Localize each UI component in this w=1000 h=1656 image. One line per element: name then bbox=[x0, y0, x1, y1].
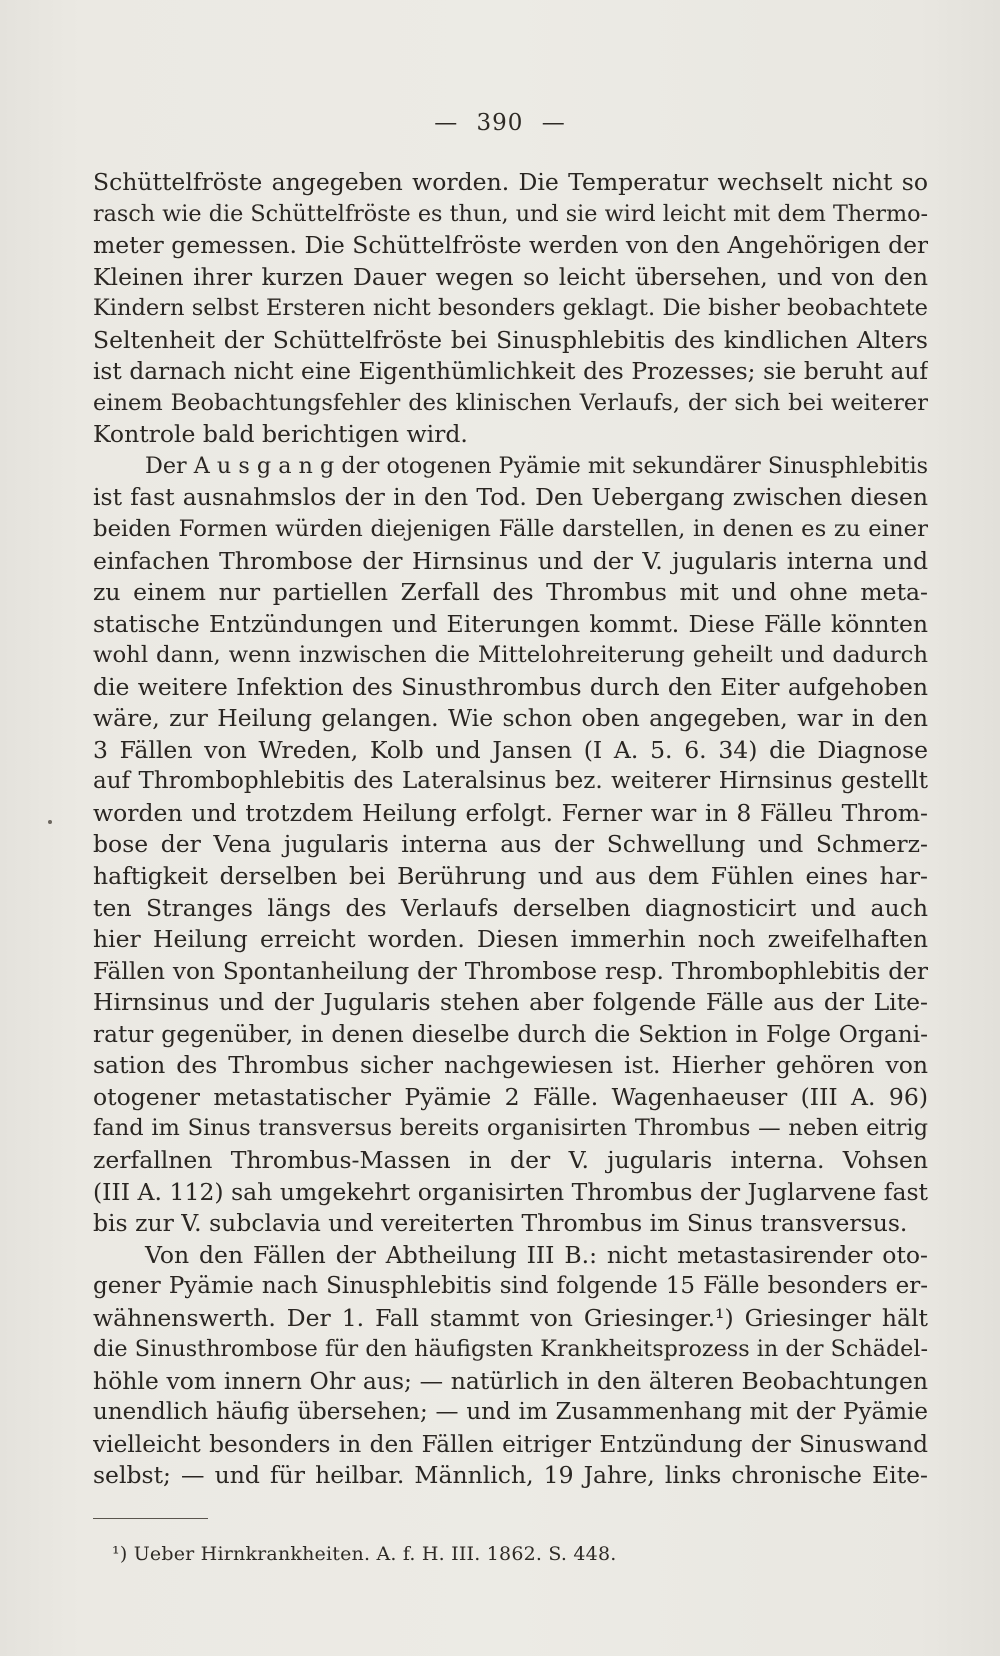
text-line: worden und trotzdem Heilung erfolgt. Ferner war in 8 Fälleu Throm- bbox=[93, 798, 928, 827]
text-line: bis zur V. subclavia und vereiterten Thrombus im Sinus transversus. bbox=[93, 1209, 908, 1238]
text-line: zu einem nur partiellen Zerfall des Thrombus mit und ohne meta- bbox=[93, 578, 928, 607]
text-line: fand im Sinus transversus bereits organisirten Thrombus — neben eitrig bbox=[93, 1115, 928, 1142]
text-line: Von den Fällen der Abtheilung III B.: nicht metastasirender oto- bbox=[145, 1240, 928, 1269]
body-text bbox=[93, 167, 928, 1492]
text-line: haftigkeit derselben bei Berührung und aus dem Fühlen eines har- bbox=[93, 862, 928, 891]
text-line: hier Heilung erreicht worden. Diesen immerhin noch zweifelhaften bbox=[93, 925, 928, 954]
footnote-text: Ueber Hirnkrankheiten. A. f. H. III. 1862. S. 448. bbox=[133, 1543, 617, 1565]
margin-speck bbox=[48, 820, 52, 824]
text-line: gener Pyämie nach Sinusphlebitis sind folgende 15 Fälle besonders er- bbox=[93, 1273, 928, 1300]
text-line: rasch wie die Schüttelfröste es thun, und sie wird leicht mit dem Thermo- bbox=[93, 200, 928, 227]
text-line: Seltenheit der Schüttelfröste bei Sinusphlebitis des kindlichen Alters bbox=[93, 325, 928, 354]
text-line: Fällen von Spontanheilung der Thrombose resp. Thrombophlebitis der bbox=[93, 957, 928, 985]
text-line: Der A u s g a n g der otogenen Pyämie mit sekundärer Sinusphlebitis bbox=[145, 452, 928, 479]
text-line: Kindern selbst Ersteren nicht besonders geklagt. Die bisher beobachtete bbox=[93, 295, 928, 322]
text-line: otogener metastatischer Pyämie 2 Fälle. Wagenhaeuser (III A. 96) bbox=[93, 1082, 928, 1111]
text-line: die Sinusthrombose für den häufigsten Krankheitsprozess in der Schädel- bbox=[93, 1336, 928, 1363]
text-line: die weitere Infektion des Sinusthrombus durch den Eiter aufgehoben bbox=[93, 672, 928, 701]
text-line: meter gemessen. Die Schüttelfröste werden von den Angehörigen der bbox=[93, 231, 928, 260]
text-line: sation des Thrombus sicher nachgewiesen ist. Hierher gehören von bbox=[93, 1051, 928, 1080]
text-line: ten Stranges längs des Verlaufs derselben diagnosticirt und auch bbox=[93, 893, 928, 922]
text-line: 3 Fällen von Wreden, Kolb und Jansen (I A. 5. 6. 34) die Diagnose bbox=[93, 735, 928, 764]
text-line: (III A. 112) sah umgekehrt organisirten Thrombus der Juglarvene fast bbox=[93, 1177, 928, 1206]
text-line: Hirnsinus und der Jugularis stehen aber folgende Fälle aus der Lite- bbox=[93, 988, 928, 1017]
text-line: Kleinen ihrer kurzen Dauer wegen so leicht übersehen, und von den bbox=[93, 262, 928, 291]
text-line: statische Entzündungen und Eiterungen kommt. Diese Fälle könnten bbox=[93, 609, 928, 638]
text-line: selbst; — und für heilbar. Männlich, 19 Jahre, links chronische Eite- bbox=[93, 1461, 928, 1490]
text-line: wohl dann, wenn inzwischen die Mittelohreiterung geheilt und dadurch bbox=[93, 642, 928, 669]
footnote bbox=[112, 1543, 617, 1565]
text-line: bose der Vena jugularis interna aus der Schwellung und Schmerz- bbox=[93, 830, 928, 859]
text-line: höhle vom innern Ohr aus; — natürlich in den älteren Beobachtungen bbox=[93, 1366, 928, 1395]
text-line: einem Beobachtungsfehler des klinischen Verlaufs, der sich bei weiterer bbox=[93, 389, 928, 416]
footnote-marker: ¹) bbox=[112, 1543, 128, 1565]
text-line: unendlich häufig übersehen; — und im Zusammenhang mit der Pyämie bbox=[93, 1399, 928, 1426]
text-line: wäre, zur Heilung gelangen. Wie schon oben angegeben, war in den bbox=[93, 704, 928, 733]
text-line: zerfallnen Thrombus-Massen in der V. jugularis interna. Vohsen bbox=[93, 1145, 928, 1174]
text-line: ist darnach nicht eine Eigenthümlichkeit des Prozesses; sie beruht auf bbox=[93, 358, 928, 386]
text-line: wähnenswerth. Der 1. Fall stammt von Griesinger.¹) Griesinger hält bbox=[93, 1303, 928, 1332]
page-number: — 390 — bbox=[434, 110, 566, 136]
text-line: Schüttelfröste angegeben worden. Die Temperatur wechselt nicht so bbox=[93, 168, 928, 196]
text-line: Kontrole bald berichtigen wird. bbox=[93, 420, 468, 449]
footnote-divider bbox=[93, 1518, 208, 1519]
text-line: auf Thrombophlebitis des Lateralsinus bez. weiterer Hirnsinus gestellt bbox=[93, 768, 928, 795]
text-line: einfachen Thrombose der Hirnsinus und der V. jugularis interna und bbox=[93, 546, 928, 575]
text-line: beiden Formen würden diejenigen Fälle darstellen, in denen es zu einer bbox=[93, 516, 928, 543]
text-line: ist fast ausnahmslos der in den Tod. Den Uebergang zwischen diesen bbox=[93, 483, 928, 512]
text-line: ratur gegenüber, in denen dieselbe durch die Sektion in Folge Organi- bbox=[93, 1020, 928, 1048]
text-line: vielleicht besonders in den Fällen eitriger Entzündung der Sinuswand bbox=[93, 1430, 928, 1458]
